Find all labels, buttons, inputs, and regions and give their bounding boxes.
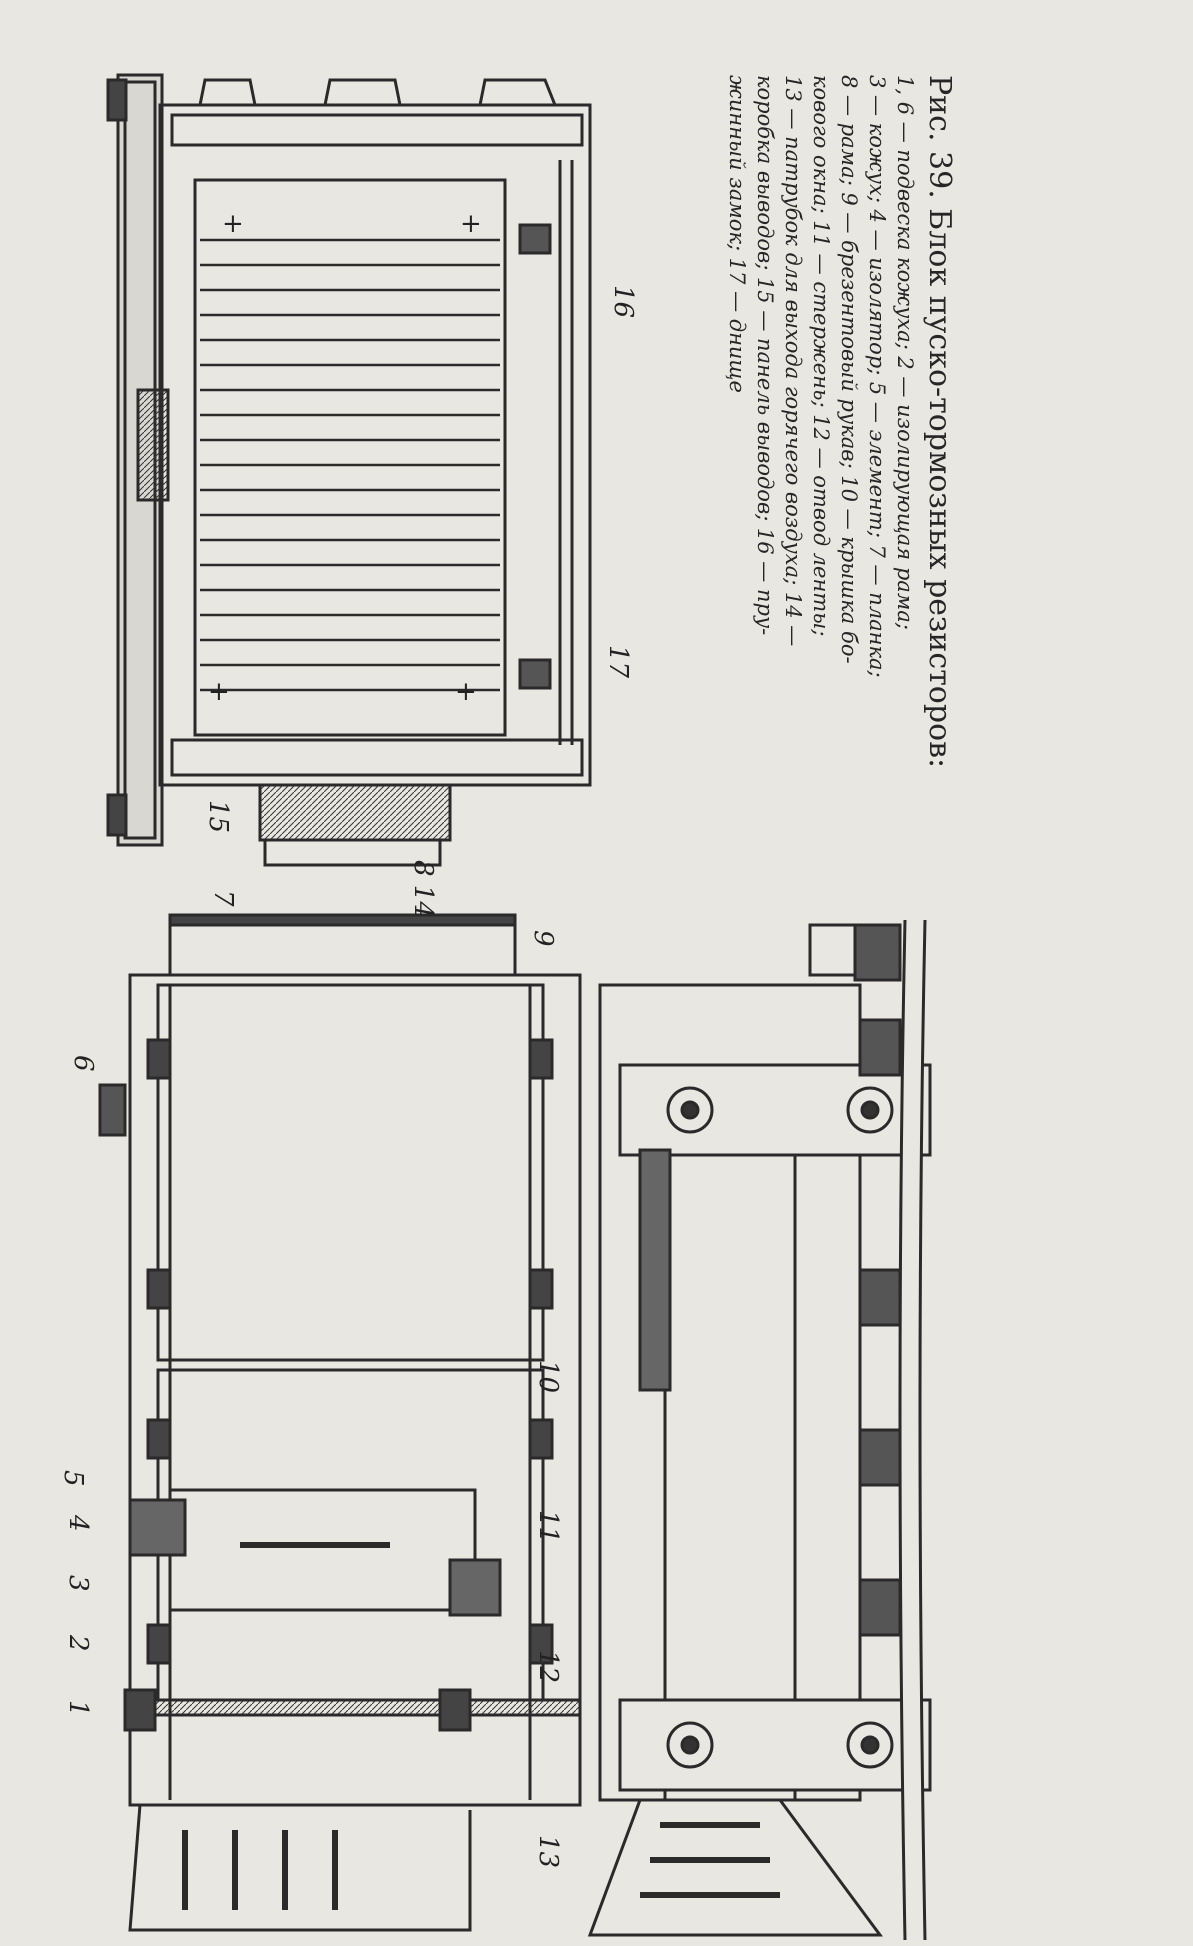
caption-line: 1, 6 — подвеска кожуха; 2 — изолирующая рама; <box>893 75 917 630</box>
caption-line: 3 — кожух; 4 — изолятор; 5 — элемент; 7 — планка; <box>865 75 889 678</box>
svg-text:+: + <box>460 209 482 239</box>
label-13: 13 <box>533 1835 563 1869</box>
svg-text:+: + <box>208 677 230 707</box>
svg-text:+: + <box>222 209 244 239</box>
label-3: 3 <box>63 1575 93 1592</box>
side-view <box>590 920 930 1940</box>
label-6: 6 <box>68 1055 98 1072</box>
label-17: 17 <box>603 645 633 679</box>
figure-caption <box>725 75 957 768</box>
label-8-14: 8 14 <box>408 860 438 918</box>
label-5: 5 <box>58 1470 88 1487</box>
label-15: 15 <box>203 800 233 834</box>
caption-line: коробка выводов; 15 — панель выводов; 16 — пру- <box>753 75 777 636</box>
front-view <box>100 915 580 1930</box>
caption-line: кового окна; 11 — стержень; 12 — отвод ленты; <box>809 75 833 637</box>
svg-text:+: + <box>455 677 477 707</box>
label-2: 2 <box>63 1635 93 1652</box>
label-9: 9 <box>528 930 558 947</box>
caption-line: 13 — патрубок для выхода горячего воздуха; 14 — <box>781 75 805 647</box>
caption-line: жинный замок; 17 — днище <box>725 75 749 393</box>
resistor-elements <box>200 240 500 690</box>
caption-title: Рис. 39. Блок пуско-тормозных резисторов: <box>922 75 957 769</box>
label-1: 1 <box>63 1700 93 1717</box>
top-view <box>108 75 590 865</box>
label-4: 4 <box>63 1515 93 1532</box>
label-7: 7 <box>208 890 238 907</box>
caption-line: 8 — рама; 9 — брезентовый рукав; 10 — крышка бо- <box>837 75 861 664</box>
label-16: 16 <box>608 285 638 319</box>
label-12: 12 <box>533 1650 563 1684</box>
label-11: 11 <box>533 1510 563 1544</box>
label-10: 10 <box>533 1360 563 1394</box>
